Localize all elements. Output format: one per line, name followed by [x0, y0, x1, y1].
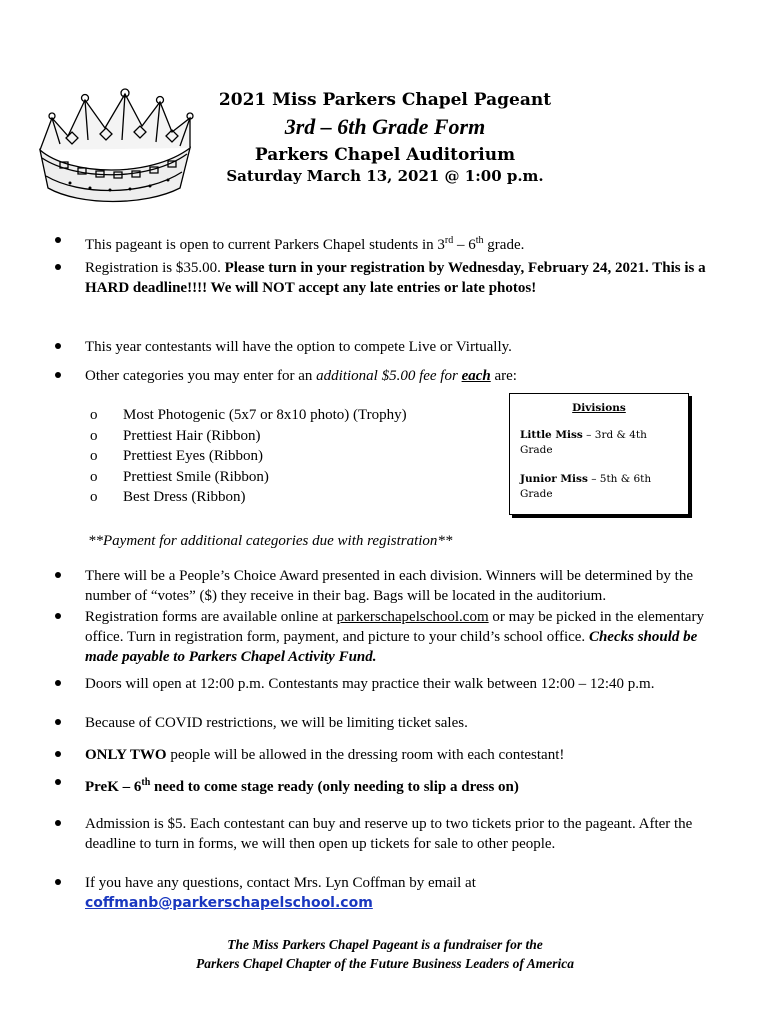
footer-line-1: The Miss Parkers Chapel Pageant is a fundraiser for the	[227, 937, 543, 952]
divisions-title: Divisions	[572, 402, 626, 414]
list-item: o Prettiest Hair (Ribbon)	[90, 427, 261, 444]
event-date: Saturday March 13, 2021 @ 1:00 p.m.	[226, 167, 544, 185]
list-item: Doors will open at 12:00 p.m. Contestants may practice their walk between 12:00 – 12:40 p.m.	[0, 674, 715, 694]
list-item: o Prettiest Eyes (Ribbon)	[90, 448, 263, 464]
footer-line-2: Parkers Chapel Chapter of the Future Business Leaders of America	[196, 956, 574, 971]
list-item: PreK – 6th need to come stage ready (only needing to slip a dress on)	[0, 773, 715, 797]
list-item: Other categories you may enter for an additional $5.00 fee for each are:	[0, 366, 715, 386]
list-item: ONLY TWO people will be allowed in the dressing room with each contestant!	[0, 745, 715, 765]
list-item: o Prettiest Smile (Ribbon)	[90, 468, 269, 485]
division-junior: Junior Miss – 5th & 6th Grade	[520, 473, 652, 500]
list-item: Admission is $5. Each contestant can buy and reserve up to two tickets prior to the pageant. After the deadline to turn in forms, we will then open up tickets for sale to other people.	[0, 814, 715, 854]
list-item: o Best Dress (Ribbon)	[90, 489, 246, 505]
division-little: Little Miss – 3rd & 4th Grade	[520, 429, 647, 456]
list-item: Registration forms are available online at parkerschapelschool.com or may be picked in the elementary office. Turn in registration form, payment, and picture to your child’s school office. Checks should be made payable to Parkers Chapel Activity Fund.	[0, 607, 715, 667]
list-item: Registration is $35.00. Please turn in your registration by Wednesday, February 24, 2021. This is a HARD deadline!!!! We will NOT accept any late entries or late photos!	[0, 258, 715, 298]
divisions-box	[509, 393, 689, 515]
form-title: 3rd – 6th Grade Form	[284, 114, 486, 139]
list-item: There will be a People’s Choice Award presented in each division. Winners will be determined by the number of “votes” ($) they receive in their bag. Bags will be located in the auditorium.	[0, 566, 715, 606]
pageant-title: 2021 Miss Parkers Chapel Pageant	[218, 90, 552, 110]
venue: Parkers Chapel Auditorium	[254, 145, 516, 165]
list-item: If you have any questions, contact Mrs. Lyn Coffman by email at coffmanb@parkerschapelschool.com	[0, 873, 715, 913]
email-link[interactable]: coffmanb@parkerschapelschool.com	[85, 895, 373, 911]
website-link[interactable]: parkerschapelschool.com	[336, 609, 489, 625]
category-list	[90, 405, 407, 508]
footer	[0, 935, 770, 973]
list-item: This pageant is open to current Parkers Chapel students in 3rd – 6th grade.	[0, 231, 715, 255]
list-item: o Most Photogenic (5x7 or 8x10 photo) (Trophy)	[90, 407, 407, 423]
list-item: This year contestants will have the option to compete Live or Virtually.	[0, 337, 715, 357]
payment-note: **Payment for additional categories due with registration**	[88, 533, 453, 549]
list-item: Because of COVID restrictions, we will be limiting ticket sales.	[0, 713, 715, 733]
